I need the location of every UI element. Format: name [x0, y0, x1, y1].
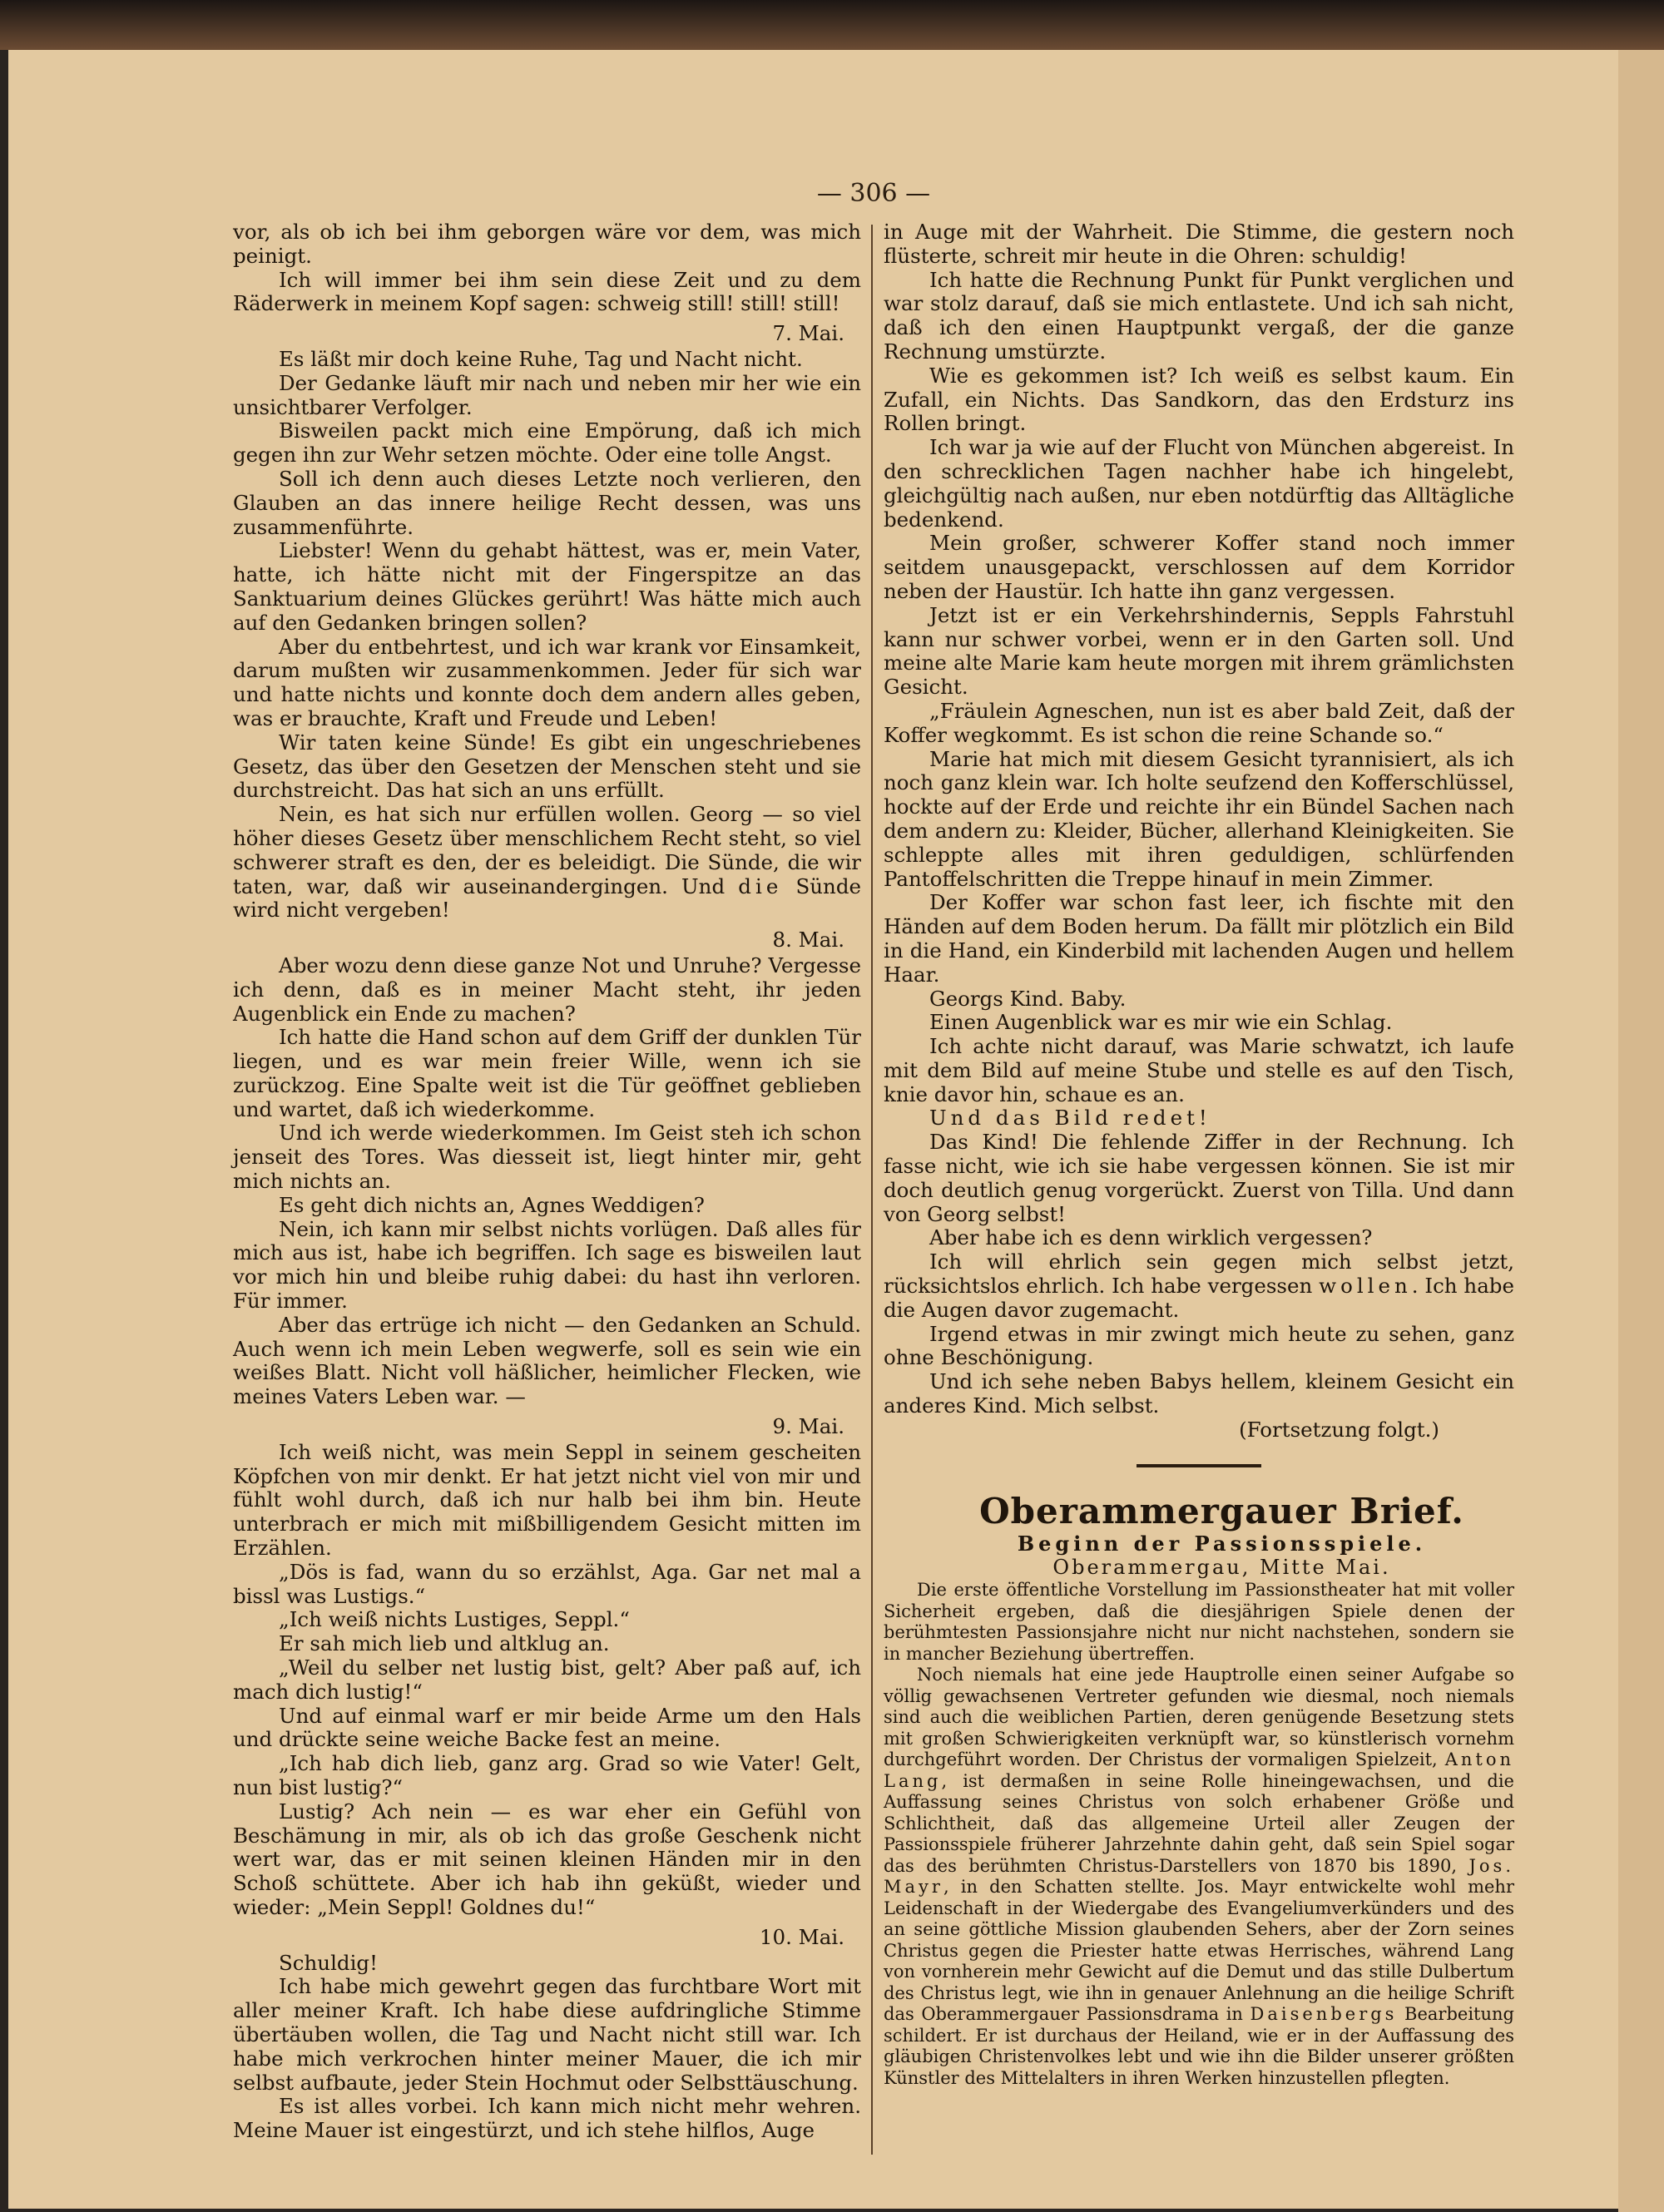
text-run: , ist dermaßen in seine Rolle hineingewachsen, und die Auffassung seines Christus von solch erhabener Größe und Schlichtheit, daß das allgemeine Urteil aller Zeugen der Passionsspiele früherer Jahrzehnte dahin geht, daß sein Spiel sogar das des berühmten Christus-Darstellers von 1870 bis 1890,	[884, 1770, 1514, 1876]
paragraph: Es geht dich nichts an, Agnes Weddigen?	[279, 1192, 705, 1217]
paragraph: Mein großer, schwerer Koffer stand noch immer seitdem unausgepackt, verschlossen auf dem Korridor neben der Haustür. Ich hatte ihn ganz vergessen.	[884, 531, 1514, 603]
paragraph: Die erste öffentliche Vorstellung im Passionstheater hat mit voller Sicherheit ergeben, daß die diesjährigen Spiele denen der berühmtesten Passionsjahre nicht nur nicht nachstehen, sondern sie in mancher Beziehung übertreffen.	[884, 1580, 1514, 1664]
next-page-edge	[1618, 50, 1664, 2212]
paragraph: „Weil du selber net lustig bist, gelt? Aber paß auf, ich mach dich lustig!“	[233, 1655, 861, 1704]
paragraph: Ich war ja wie auf der Flucht von München abgereist. In den schrecklichen Tagen nachher habe ich hingelebt, gleichgültig nach außen, nur eben notdürftig das Alltägliche bedenkend.	[884, 435, 1514, 532]
paragraph: Wie es gekommen ist? Ich weiß es selbst kaum. Ein Zufall, ein Nichts. Das Sandkorn, das den Erdsturz ins Rollen bringt.	[884, 363, 1514, 436]
paragraph: Ich will immer bei ihm sein diese Zeit und zu dem Räderwerk in meinem Kopf sagen: schweig still! still! still!	[233, 267, 861, 316]
paragraph: Lustig? Ach nein — es war eher ein Gefühl von Beschämung in mir, als ob ich das große Geschenk nicht wert war, das er mit seinen kleinen Händen mir in den Schoß schüttete. Aber ich hab ihn geküßt, wieder und wieder: „Mein Seppl! Goldnes du!“	[233, 1799, 861, 1919]
paragraph: in Auge mit der Wahrheit. Die Stimme, die gestern noch flüsterte, schreit mir heute in die Ohren: schuldig!	[884, 220, 1514, 268]
paragraph: Ich weiß nicht, was mein Seppl in seinem gescheiten Köpfchen von mir denkt. Er hat jetzt nicht viel von mir und fühlt wohl durch, daß ich nur halb bei ihm bin. Heute unterbrach er mich mit mißbilligendem Gesicht mitten im Erzählen.	[233, 1439, 861, 1561]
paragraph: Und auf einmal warf er mir beide Arme um den Hals und drückte seine weiche Backe fest an meine.	[233, 1703, 861, 1752]
paragraph: vor, als ob ich bei ihm geborgen wäre vor dem, was mich peinigt.	[233, 220, 861, 268]
emphasis: wollen	[1319, 1274, 1412, 1299]
article-dateline: Oberammergau, Mitte Mai.	[1052, 1556, 1391, 1580]
paragraph: Und das Bild redet!	[929, 1106, 1211, 1131]
paragraph: Und ich werde wiederkommen. Im Geist steh ich schon jenseit des Tores. Was diesseit ist, liegt hinter mir, geht mich nichts an.	[233, 1121, 861, 1194]
paragraph: Ich hatte die Hand schon auf dem Griff der dunklen Tür liegen, und es war mein freier Wille, wenn ich sie zurückzog. Eine Spalte weit ist die Tür geöffnet geblieben und wartet, daß ich wiederkomme.	[233, 1025, 861, 1121]
paragraph: „Fräulein Agneschen, nun ist es aber bald Zeit, daß der Koffer wegkommt. Es ist schon die reine Schande so.“	[884, 698, 1514, 747]
person-name: Daisenbergs	[1250, 2004, 1398, 2025]
paragraph: „Dös is fad, wann du so erzählst, Aga. Gar net mal a bissl was Lustigs.“	[233, 1559, 861, 1608]
paragraph: Irgend etwas in mir zwingt mich heute zu sehen, ganz ohne Beschönigung.	[884, 1321, 1514, 1370]
continuation-note: (Fortsetzung folgt.)	[1239, 1417, 1439, 1442]
page-number: — 306 —	[816, 179, 931, 208]
paragraph: Er sah mich lieb und altklug an.	[279, 1631, 610, 1656]
article-title: Oberammergauer Brief.	[979, 1490, 1464, 1532]
paragraph: Liebster! Wenn du gehabt hättest, was er, mein Vater, hatte, ich hätte nicht mit der Fingerspitze an das Sanktuarium deines Glückes gerührt! Was hätte mich auch auf den Gedanken bringen sollen?	[233, 538, 861, 635]
paragraph: Aber habe ich es denn wirklich vergessen?	[929, 1225, 1373, 1250]
article-subtitle: Beginn der Passionsspiele.	[1017, 1531, 1427, 1556]
book-binding-top	[0, 0, 1664, 50]
paragraph: Es läßt mir doch keine Ruhe, Tag und Nacht nicht.	[279, 346, 803, 371]
text-run: Noch niemals hat eine jede Hauptrolle einen seiner Aufgabe so völlig gewachsenen Vertreter gefunden wie diesmal, noch niemals sind auch die weiblichen Partien, deren genügende Besetzung stets mit großen Schwierigkeiten verknüpft war, so künstlerisch vornehm durchgeführt worden. Der Christus der vormaligen Spielzeit,	[884, 1665, 1514, 1770]
text-run: Ich will ehrlich sein gegen mich selbst jetzt, rücksichtslos ehrlich. Ich habe vergessen	[884, 1250, 1514, 1299]
paragraph: „Ich hab dich lieb, ganz arg. Grad so wie Vater! Gelt, nun bist lustig?“	[233, 1751, 861, 1799]
text-run: , in den Schatten stellte. Jos. Mayr entwickelte wohl mehr Leidenschaft in der Wiedergabe des Evangeliumverkünders und des an seine göttliche Mission glaubenden Sehers, aber der Zorn seines Christus gegen die Priester hatte etwas Herrisches, während Lang von vornherein mehr Gewicht auf die Demut und das stille Dulbertum des Christus legt, wie ihn in genauer Anlehnung an die heilige Schrift das Oberammergauer Passionsdrama in	[884, 1877, 1514, 2025]
paragraph: Bisweilen packt mich eine Empörung, daß ich mich gegen ihn zur Wehr setzen möchte. Oder eine tolle Angst.	[233, 418, 861, 468]
paragraph: Es ist alles vorbei. Ich kann mich nicht mehr wehren. Meine Mauer ist eingestürzt, und ich stehe hilflos, Auge	[233, 2094, 861, 2143]
paragraph: Aber du entbehrtest, und ich war krank vor Einsamkeit, darum mußten wir zusammenkommen. Jeder für sich war und hatte nichts und konnte doch dem andern alles geben, was er brauchte, Kraft und Freude und Leben!	[233, 634, 861, 730]
right-column	[884, 220, 1514, 2089]
paragraph: Nein, ich kann mir selbst nichts vorlügen. Daß alles für mich aus ist, habe ich begriffen. Ich sage es bisweilen laut vor mich hin und bleibe ruhig dabei: du hast ihn verloren. Für immer.	[233, 1216, 861, 1314]
paragraph: Aber das ertrüge ich nicht — den Gedanken an Schuld. Auch wenn ich mein Leben wegwerfe, soll es sein wie ein weißes Blatt. Nicht voll häßlicher, heimlicher Flecken, wie meines Vaters Leben war. —	[233, 1312, 861, 1409]
person-name: Anton Lang	[884, 1749, 1514, 1791]
paragraph: Einen Augenblick war es mir wie ein Schlag.	[929, 1010, 1393, 1035]
entry-date: 7. Mai.	[772, 321, 844, 346]
paragraph: Der Koffer war schon fast leer, ich fischte mit den Händen auf dem Boden herum. Da fällt mir plötzlich ein Bild in die Hand, ein Kinderbild mit lachenden Augen und hellem Haar.	[884, 890, 1514, 987]
article-body	[884, 1580, 1514, 2089]
paragraph: Ich hatte die Rechnung Punkt für Punkt verglichen und war stolz darauf, daß sie mich entlastete. Und ich sah nicht, daß ich den einen Hauptpunkt vergaß, der die ganze Rechnung umstürzte.	[884, 267, 1514, 364]
paragraph: „Ich weiß nichts Lustiges, Seppl.“	[279, 1607, 630, 1632]
paragraph: Aber wozu denn diese ganze Not und Unruhe? Vergesse ich denn, daß es in meiner Macht steht, ihr jeden Augenblick ein Ende zu machen?	[233, 953, 861, 1026]
paragraph: Ich achte nicht darauf, was Marie schwatzt, ich laufe mit dem Bild auf meine Stube und stelle es auf den Tisch, knie davor hin, schaue es an.	[884, 1034, 1514, 1106]
entry-date: 8. Mai.	[772, 928, 844, 953]
section-divider	[1137, 1464, 1261, 1467]
paragraph: Schuldig!	[279, 1950, 378, 1975]
entry-date: 9. Mai.	[772, 1414, 844, 1439]
text-run: . Ich habe die Augen davor zugemacht.	[884, 1274, 1514, 1322]
paragraph: Und ich sehe neben Babys hellem, kleinem Gesicht ein anderes Kind. Mich selbst.	[884, 1369, 1514, 1418]
person-name: Jos. Mayr	[884, 1855, 1514, 1898]
text-run: Sünde wird nicht vergeben!	[233, 873, 861, 923]
text-run: Nein, es hat sich nur erfüllen wollen. Georg — so viel höher dieses Gesetz über menschlichem Recht steht, so viel schwerer straft es den, der es beleidigt. Die Sünde, die wir taten, war, daß wir auseinandergingen. Und	[233, 802, 861, 898]
paragraph	[884, 1250, 1514, 1322]
paragraph: Das Kind! Die fehlende Ziffer in der Rechnung. Ich fasse nicht, wie ich sie habe vergessen können. Sie ist mir doch deutlich genug vorgerückt. Zuerst von Tilla. Und dann von Georg selbst!	[884, 1130, 1514, 1226]
paragraph: Der Gedanke läuft mir nach und neben mir her wie ein unsichtbarer Verfolger.	[233, 370, 861, 419]
emphasis: die	[738, 873, 783, 898]
column-divider	[871, 225, 873, 2155]
paragraph: Wir taten keine Sünde! Es gibt ein ungeschriebenes Gesetz, das über den Gesetzen der Menschen steht und sie durchstreicht. Das hat sich an uns erfüllt.	[233, 730, 861, 803]
entry-date: 10. Mai.	[759, 1924, 844, 1949]
text-run: Bearbeitung schildert. Er ist durchaus der Heiland, wie er in der Auffassung des gläubigen Christenvolkes lebt und wie ihn die Bilder unserer größten Künstler des Mittelalters in ihren Werken hinzustellen pflegten.	[884, 2004, 1514, 2088]
left-column	[233, 220, 861, 2143]
paragraph	[233, 803, 861, 923]
paragraph: Marie hat mich mit diesem Gesicht tyrannisiert, als ich noch ganz klein war. Ich holte seufzend den Kofferschlüssel, hockte auf der Erde und reichte ihr ein Bündel Sachen nach dem andern zu: Kleider, Bücher, allerhand Kleinigkeiten. Sie schleppte alles mit ihren geduldigen, schlürfenden Pantoffelschritten die Treppe hinauf in mein Zimmer.	[884, 746, 1514, 891]
paragraph: Ich habe mich gewehrt gegen das furchtbare Wort mit aller meiner Kraft. Ich habe diese aufdringliche Stimme übertäuben wollen, die Tag und Nacht nicht still war. Ich habe mich verkrochen hinter meiner Mauer, die ich mir selbst aufbaute, jeder Stein Hochmut oder Selbsttäuschung.	[233, 1974, 861, 2095]
paragraph	[884, 1665, 1514, 2089]
paragraph: Soll ich denn auch dieses Letzte noch verlieren, den Glauben an das innere heilige Recht dessen, was uns zusammenführte.	[233, 466, 861, 539]
paragraph: Jetzt ist er ein Verkehrshindernis, Seppls Fahrstuhl kann nur schwer vorbei, wenn er in den Garten soll. Und meine alte Marie kam heute morgen mit ihrem grämlichsten Gesicht.	[884, 602, 1514, 700]
paragraph: Georgs Kind. Baby.	[929, 986, 1127, 1011]
